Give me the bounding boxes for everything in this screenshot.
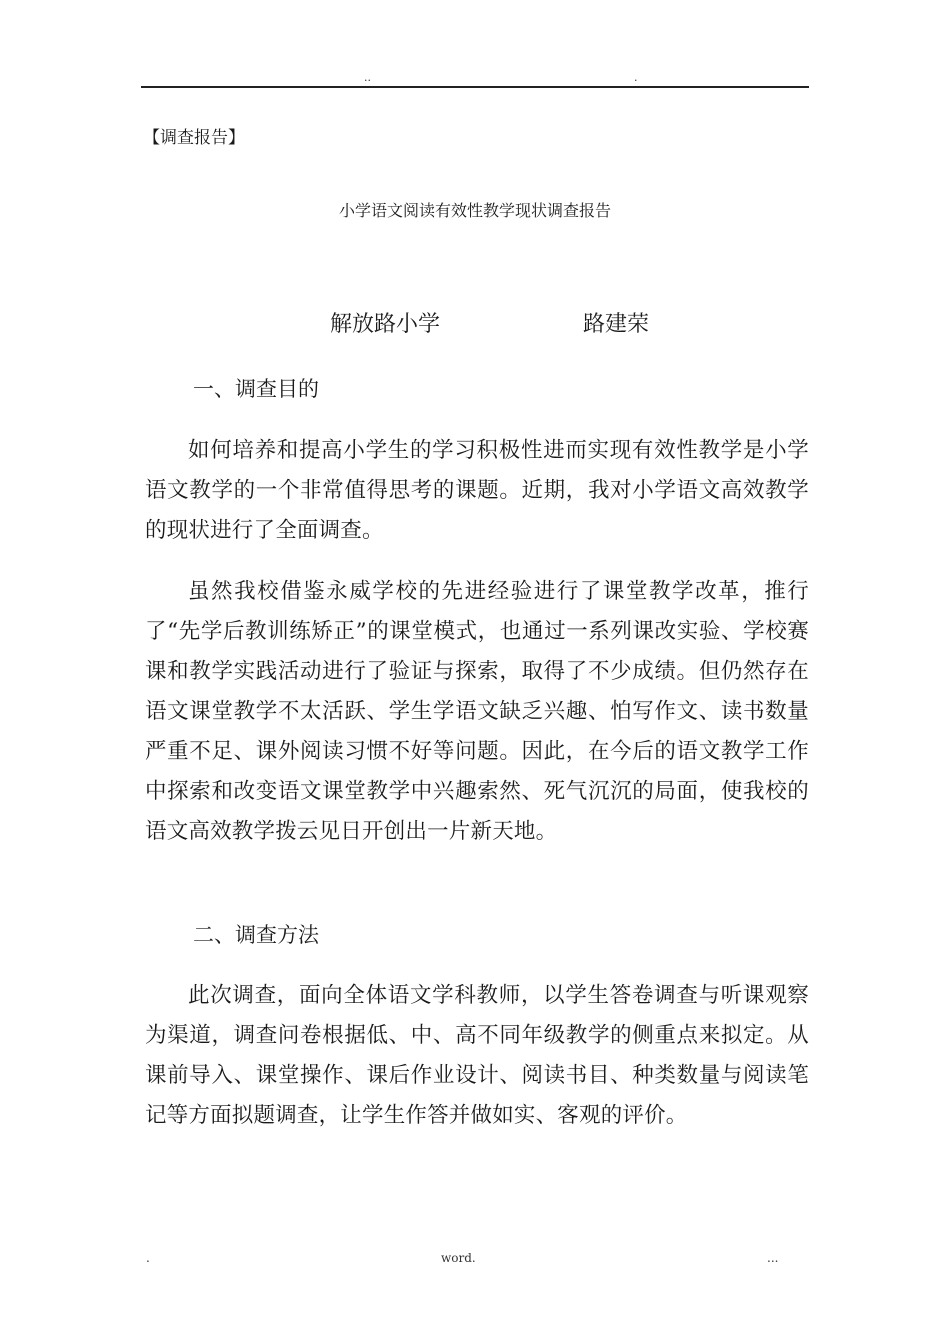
section-heading-method: 二、调查方法 [193,923,319,947]
report-tag: 【调查报告】 [143,128,245,148]
section-heading-purpose: 一、调查目的 [193,377,319,401]
byline-author: 路建荣 [583,312,650,337]
paragraph-method-1: 此次调查，面向全体语文学科教师，以学生答卷调查与听课观察为渠道，调查问卷根据低、中、高不同年级教学的侧重点来拟定。从课前导入、课堂操作、课后作业设计、阅读书目、种类数量与阅读笔记等方面拟题调查，让学生作答并做如实、客观的评价。 [145,983,809,1128]
header-mark-right: . [634,71,638,84]
header-mark-left: .. [364,71,371,84]
paragraph-purpose-1: 如何培养和提高小学生的学习积极性进而实现有效性教学是小学语文教学的一个非常值得思考的课题。近期，我对小学语文高效教学的现状进行了全面调查。 [145,438,809,543]
footer-label: word. [441,1251,476,1265]
byline-school: 解放路小学 [330,312,441,337]
paragraph-purpose-2: 虽然我校借鉴永威学校的先进经验进行了课堂教学改革，推行了“先学后教训练矫正”的课堂模式，也通过一系列课改实验、学校赛课和教学实践活动进行了验证与探索，取得了不少成绩。但仍然存在语文课堂教学不太活跃、学生学语文缺乏兴趣、怕写作文、读书数量严重不足、课外阅读习惯不好等问题。因此，在今后的语文教学工作中探索和改变语文课堂教学中兴趣索然、死气沉沉的局面，使我校的语文高效教学拨云见日开创出一片新天地。 [145,579,809,844]
footer-mark-left: . [146,1251,150,1265]
header-rule [141,86,809,88]
document-title: 小学语文阅读有效性教学现状调查报告 [338,201,611,220]
footer-mark-right: ... [767,1251,779,1265]
